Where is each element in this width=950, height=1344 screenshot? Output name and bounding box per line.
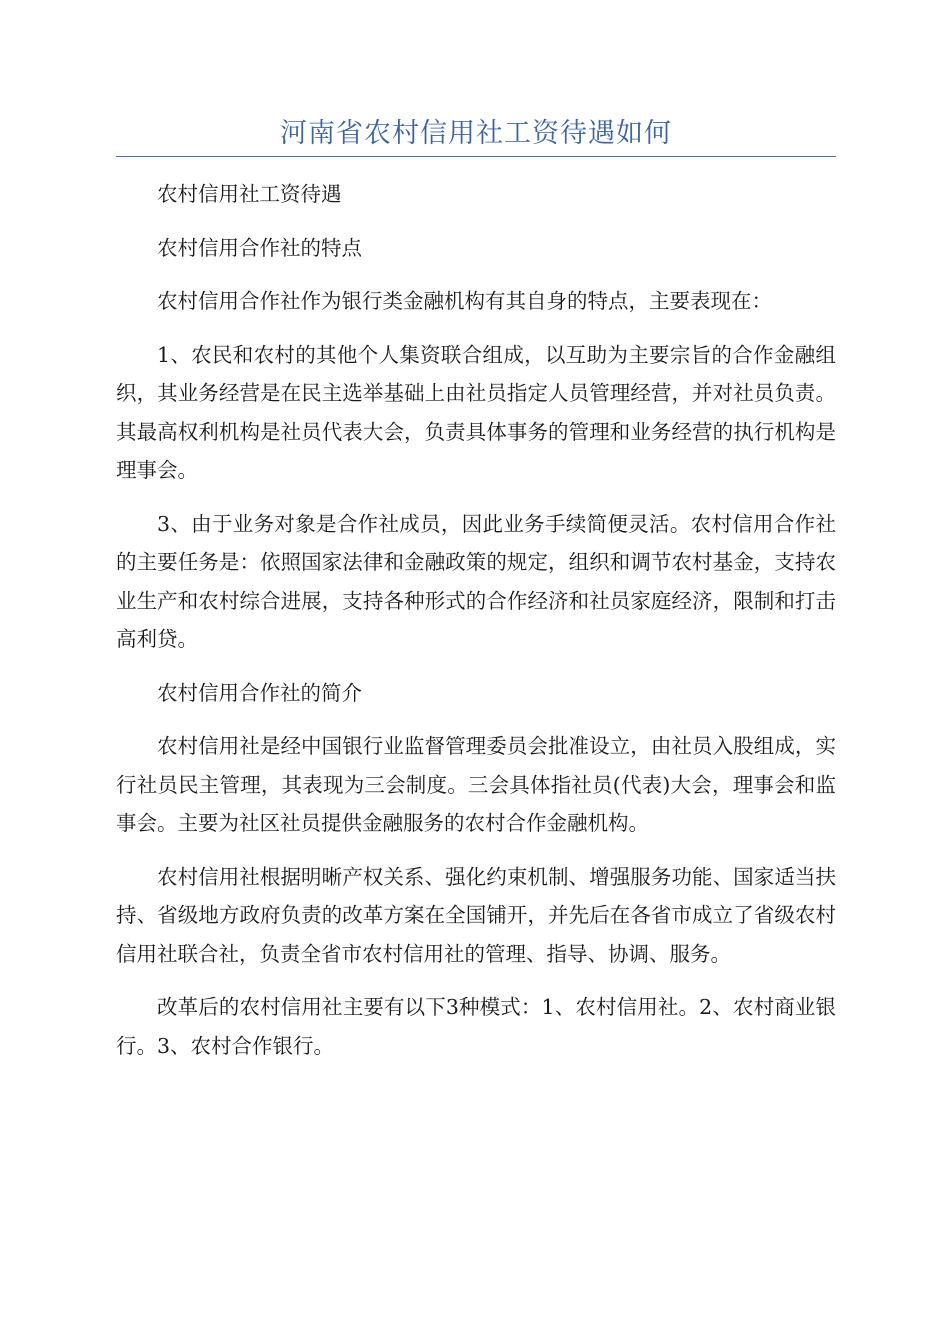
document-title: 河南省农村信用社工资待遇如何 <box>280 118 672 149</box>
title-block <box>116 112 836 157</box>
paragraph-salary-heading: 农村信用社工资待遇 <box>157 182 342 206</box>
paragraph-reform-body: 农村信用社根据明晰产权关系、强化约束机制、增强服务功能、国家适当扶持、省级地方政府负责的改革方案在全国铺开，并先后在各省市成立了省级农村信用社联合社，负责全省市农村信用社的管理、指导、协调、服务。 <box>116 864 836 966</box>
paragraph-feature-1: 1、农民和农村的其他个人集资联合组成，以互助为主要宗旨的合作金融组织，其业务经营是在民主选举基础上由社员指定人员管理经营，并对社员负责。其最高权利机构是社员代表大会，负责具体事务的管理和业务经营的执行机构是理事会。 <box>116 342 836 482</box>
paragraph-feature-3: 3、由于业务对象是合作社成员，因此业务手续简便灵活。农村信用合作社的主要任务是：依照国家法律和金融政策的规定，组织和调节农村基金，支持农业生产和农村综合进展，支持各种形式的合作经济和社员家庭经济，限制和打击高利贷。 <box>116 511 836 651</box>
paragraph-reform-models: 改革后的农村信用社主要有以下3种模式：1、农村信用社。2、农村商业银行。3、农村合作银行。 <box>116 995 836 1058</box>
paragraph-intro-heading: 农村信用合作社的简介 <box>157 680 362 705</box>
document-body <box>116 175 836 1080</box>
paragraph-intro-body: 农村信用社是经中国银行业监督管理委员会批准设立，由社员入股组成，实行社员民主管理，其表现为三会制度。三会具体指社员(代表)大会，理事会和监事会。主要为社区社员提供金融服务的农村合作金融机构。 <box>116 734 836 835</box>
paragraph-features-intro: 农村信用合作社作为银行类金融机构有其自身的特点，主要表现在： <box>157 289 772 313</box>
paragraph-features-heading: 农村信用合作社的特点 <box>157 235 362 260</box>
